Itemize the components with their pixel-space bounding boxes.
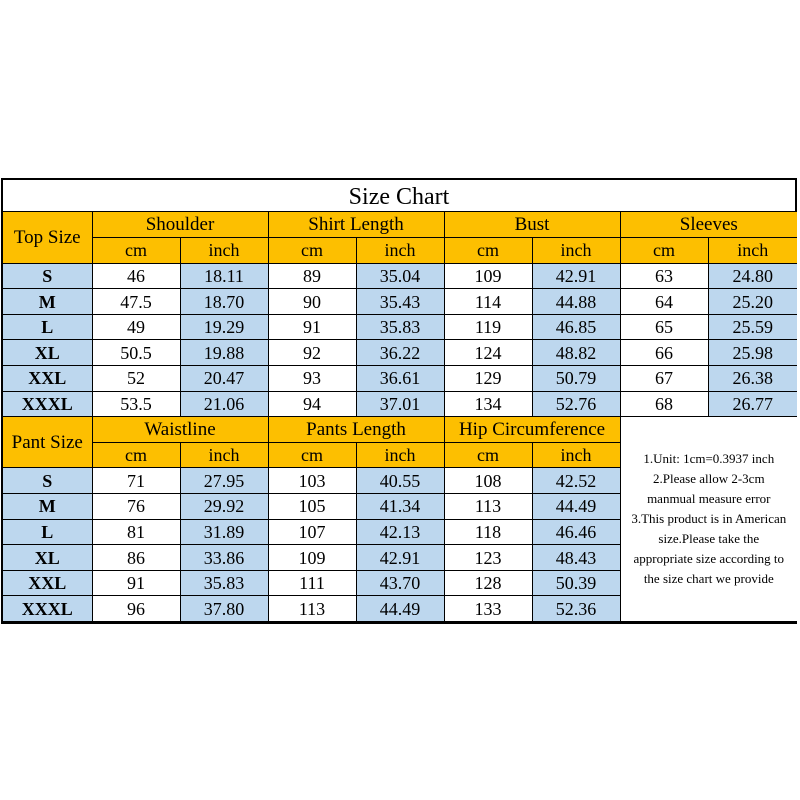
pant-cm-value: 107 <box>268 519 356 545</box>
top-cm-value: 91 <box>268 314 356 340</box>
top-inch-value: 18.11 <box>180 263 268 289</box>
pant-inch-value: 42.52 <box>532 468 620 494</box>
pant-unit-inch: inch <box>180 442 268 468</box>
top-cm-value: 93 <box>268 366 356 392</box>
top-table-row <box>3 289 797 315</box>
pant-cm-value: 108 <box>444 468 532 494</box>
top-cm-value: 89 <box>268 263 356 289</box>
top-cm-value: 53.5 <box>92 391 180 417</box>
pant-inch-value: 29.92 <box>180 494 268 520</box>
pant-cm-value: 109 <box>268 545 356 571</box>
note-line: 2.Please allow 2-3cm <box>653 471 765 487</box>
note-line: the size chart we provide <box>643 571 774 587</box>
top-group-header-row <box>3 212 797 238</box>
top-table-row <box>3 314 797 340</box>
pant-cm-value: 113 <box>444 494 532 520</box>
top-cm-value: 64 <box>620 289 708 315</box>
pant-cm-value: 118 <box>444 519 532 545</box>
pant-inch-value: 35.83 <box>180 570 268 596</box>
top-inch-value: 26.38 <box>708 366 797 392</box>
pant-inch-value: 52.36 <box>532 596 620 622</box>
note-line: 3.This product is in American <box>631 511 787 527</box>
top-cm-value: 109 <box>444 263 532 289</box>
top-inch-value: 25.98 <box>708 340 797 366</box>
top-inch-value: 35.83 <box>356 314 444 340</box>
top-cm-value: 92 <box>268 340 356 366</box>
pant-cm-value: 71 <box>92 468 180 494</box>
top-inch-value: 50.79 <box>532 366 620 392</box>
top-size-label: XL <box>3 340 92 366</box>
pant-cm-value: 111 <box>268 570 356 596</box>
pant-unit-cm: cm <box>444 442 532 468</box>
pant-inch-value: 46.46 <box>532 519 620 545</box>
top-inch-value: 35.04 <box>356 263 444 289</box>
top-cm-value: 129 <box>444 366 532 392</box>
pant-cm-value: 96 <box>92 596 180 622</box>
pant-inch-value: 44.49 <box>532 494 620 520</box>
size-table <box>3 212 797 622</box>
top-cm-value: 94 <box>268 391 356 417</box>
top-inch-value: 42.91 <box>532 263 620 289</box>
top-group-header: Shoulder <box>92 212 268 238</box>
pant-unit-cm: cm <box>92 442 180 468</box>
pant-cm-value: 81 <box>92 519 180 545</box>
pant-group-header: Hip Circumference <box>444 417 620 443</box>
pant-size-label: XXL <box>3 570 92 596</box>
top-inch-value: 46.85 <box>532 314 620 340</box>
top-unit-row <box>3 238 797 264</box>
top-cm-value: 66 <box>620 340 708 366</box>
top-cm-value: 63 <box>620 263 708 289</box>
top-group-header: Bust <box>444 212 620 238</box>
top-cm-value: 68 <box>620 391 708 417</box>
top-inch-value: 21.06 <box>180 391 268 417</box>
pant-unit-cm: cm <box>268 442 356 468</box>
pant-inch-value: 42.13 <box>356 519 444 545</box>
pant-size-label: L <box>3 519 92 545</box>
top-inch-value: 37.01 <box>356 391 444 417</box>
pant-inch-value: 31.89 <box>180 519 268 545</box>
top-inch-value: 20.47 <box>180 366 268 392</box>
top-table-row <box>3 263 797 289</box>
pant-cm-value: 86 <box>92 545 180 571</box>
top-inch-value: 44.88 <box>532 289 620 315</box>
pant-inch-value: 41.34 <box>356 494 444 520</box>
pant-cm-value: 103 <box>268 468 356 494</box>
top-cm-value: 46 <box>92 263 180 289</box>
top-unit-cm: cm <box>620 238 708 264</box>
pant-unit-inch: inch <box>356 442 444 468</box>
top-inch-value: 36.61 <box>356 366 444 392</box>
pant-size-label: XXXL <box>3 596 92 622</box>
pant-cm-value: 76 <box>92 494 180 520</box>
pant-inch-value: 37.80 <box>180 596 268 622</box>
top-unit-inch: inch <box>180 238 268 264</box>
top-group-header: Sleeves <box>620 212 797 238</box>
note-line: manmual measure error <box>647 491 771 507</box>
top-inch-value: 35.43 <box>356 289 444 315</box>
pant-cm-value: 128 <box>444 570 532 596</box>
top-cm-value: 49 <box>92 314 180 340</box>
pant-size-label: XL <box>3 545 92 571</box>
top-unit-cm: cm <box>92 238 180 264</box>
pant-cm-value: 113 <box>268 596 356 622</box>
pant-size-label: M <box>3 494 92 520</box>
top-unit-inch: inch <box>532 238 620 264</box>
top-unit-inch: inch <box>356 238 444 264</box>
pant-group-header: Waistline <box>92 417 268 443</box>
top-size-header: Top Size <box>3 212 92 263</box>
pant-inch-value: 50.39 <box>532 570 620 596</box>
top-inch-value: 19.29 <box>180 314 268 340</box>
pant-inch-value: 27.95 <box>180 468 268 494</box>
pant-cm-value: 105 <box>268 494 356 520</box>
top-inch-value: 36.22 <box>356 340 444 366</box>
top-cm-value: 65 <box>620 314 708 340</box>
top-inch-value: 25.59 <box>708 314 797 340</box>
top-inch-value: 25.20 <box>708 289 797 315</box>
top-cm-value: 90 <box>268 289 356 315</box>
top-cm-value: 119 <box>444 314 532 340</box>
top-cm-value: 67 <box>620 366 708 392</box>
top-size-label: S <box>3 263 92 289</box>
pant-cm-value: 133 <box>444 596 532 622</box>
top-inch-value: 48.82 <box>532 340 620 366</box>
top-unit-cm: cm <box>268 238 356 264</box>
pant-inch-value: 40.55 <box>356 468 444 494</box>
pant-cm-value: 123 <box>444 545 532 571</box>
pant-size-label: S <box>3 468 92 494</box>
top-cm-value: 47.5 <box>92 289 180 315</box>
top-inch-value: 18.70 <box>180 289 268 315</box>
pant-group-header-row <box>3 417 797 443</box>
top-size-label: M <box>3 289 92 315</box>
pant-group-header: Pants Length <box>268 417 444 443</box>
top-cm-value: 52 <box>92 366 180 392</box>
top-size-label: XXXL <box>3 391 92 417</box>
pant-inch-value: 48.43 <box>532 545 620 571</box>
top-size-label: XXL <box>3 366 92 392</box>
top-size-label: L <box>3 314 92 340</box>
chart-title: Size Chart <box>3 180 795 212</box>
top-inch-value: 19.88 <box>180 340 268 366</box>
top-inch-value: 24.80 <box>708 263 797 289</box>
top-group-header: Shirt Length <box>268 212 444 238</box>
pant-inch-value: 42.91 <box>356 545 444 571</box>
note-line: size.Please take the <box>658 531 760 547</box>
top-unit-cm: cm <box>444 238 532 264</box>
top-table-row <box>3 366 797 392</box>
pant-size-header: Pant Size <box>3 417 92 468</box>
pant-inch-value: 44.49 <box>356 596 444 622</box>
pant-cm-value: 91 <box>92 570 180 596</box>
top-cm-value: 124 <box>444 340 532 366</box>
top-table-row <box>3 340 797 366</box>
note-line: 1.Unit: 1cm=0.3937 inch <box>643 451 775 467</box>
top-inch-value: 52.76 <box>532 391 620 417</box>
pant-inch-value: 43.70 <box>356 570 444 596</box>
pant-unit-inch: inch <box>532 442 620 468</box>
top-inch-value: 26.77 <box>708 391 797 417</box>
top-cm-value: 50.5 <box>92 340 180 366</box>
notes-cell <box>620 417 797 622</box>
top-cm-value: 134 <box>444 391 532 417</box>
pant-inch-value: 33.86 <box>180 545 268 571</box>
note-line: appropriate size according to <box>633 551 785 567</box>
top-table-row <box>3 391 797 417</box>
top-unit-inch: inch <box>708 238 797 264</box>
top-cm-value: 114 <box>444 289 532 315</box>
size-chart <box>1 178 797 624</box>
